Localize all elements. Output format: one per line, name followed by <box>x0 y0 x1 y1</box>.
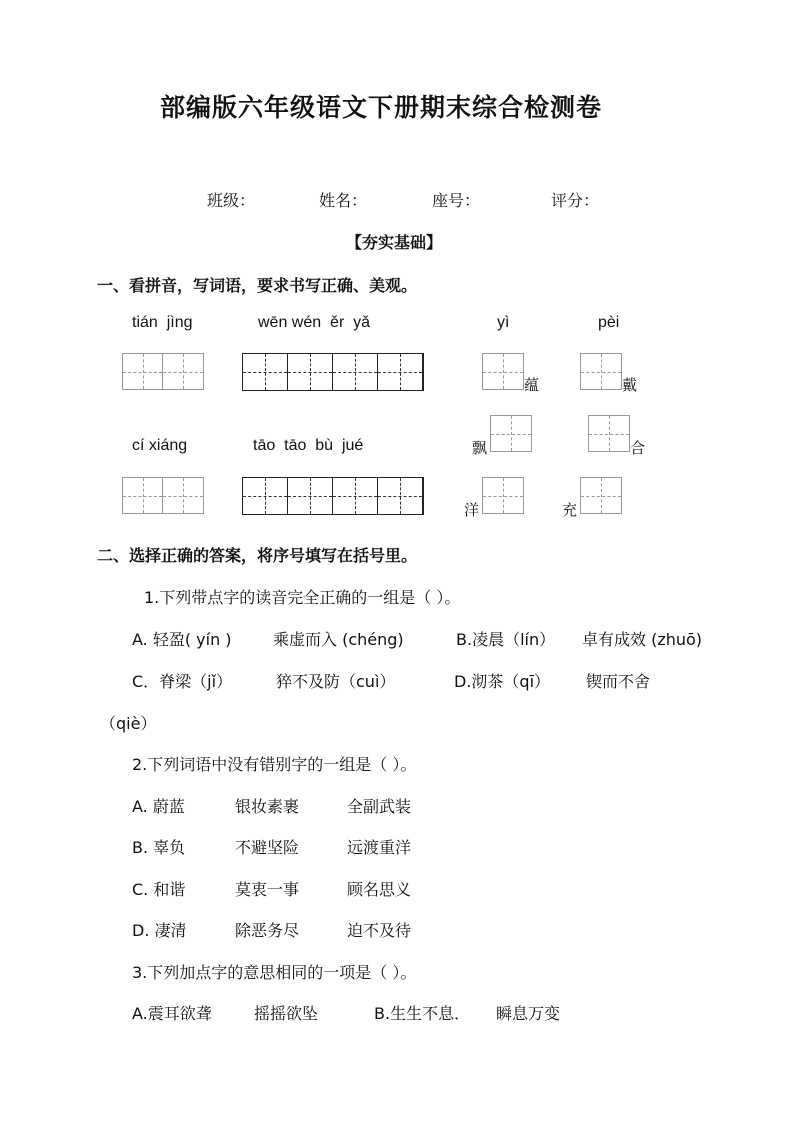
grid-cell[interactable] <box>288 354 333 390</box>
grid-cell[interactable] <box>581 354 621 389</box>
writing-grid-1[interactable] <box>482 353 524 390</box>
q1-option-c-word2: 猝不及防（cuì） <box>276 672 396 691</box>
hint-char-yun: 蕴 <box>524 376 540 394</box>
hint-char-yang: 洋 <box>464 501 480 519</box>
q1-option-b-word2: 卓有成效 (zhuō) <box>582 630 703 649</box>
writing-grid-2[interactable] <box>122 353 204 390</box>
writing-grid-1[interactable] <box>490 415 532 452</box>
page-title: 部编版六年级语文下册期末综合检测卷 <box>160 93 603 122</box>
writing-grid-2[interactable] <box>122 477 204 514</box>
pinyin-pei: pèi <box>598 314 620 331</box>
q1-option-d: D.沏茶（qī） <box>454 672 551 691</box>
grid-cell[interactable] <box>491 416 531 451</box>
grid-cell[interactable] <box>163 354 203 389</box>
q2-option-c: C. 和谐 <box>132 880 186 899</box>
q3-option-b: B.生生不息． <box>374 1004 471 1023</box>
q2-option-b: B. 辜负 <box>132 838 186 857</box>
class-field: 班级： <box>207 191 256 210</box>
hint-char-he: 合 <box>630 439 646 457</box>
writing-grid-1[interactable] <box>588 415 630 452</box>
q2-option-a-word2: 银妆素裹 <box>235 797 300 816</box>
q2-option-b-word2: 不避坚险 <box>235 838 300 857</box>
writing-grid-1[interactable] <box>580 477 622 514</box>
grid-cell[interactable] <box>483 354 523 389</box>
q2-option-d: D. 凄清 <box>132 921 187 940</box>
part1-heading: 一、看拼音，写词语，要求书写正确、美观。 <box>97 276 418 295</box>
grid-cell[interactable] <box>483 478 523 513</box>
grid-cell[interactable] <box>378 478 423 514</box>
grid-cell[interactable] <box>333 354 378 390</box>
q1-option-a-word2: 乘虚而入 (chéng) <box>273 630 404 649</box>
grid-cell[interactable] <box>581 478 621 513</box>
grid-cell[interactable] <box>243 354 288 390</box>
name-field: 姓名： <box>319 191 368 210</box>
part2-heading: 二、选择正确的答案，将序号填写在括号里。 <box>97 546 418 565</box>
grid-cell[interactable] <box>163 478 203 513</box>
hint-char-chong: 充 <box>562 501 578 519</box>
seat-field: 座号： <box>432 191 481 210</box>
grid-cell[interactable] <box>243 478 288 514</box>
hint-char-piao: 飘 <box>472 439 488 457</box>
grid-cell[interactable] <box>378 354 423 390</box>
grid-cell[interactable] <box>333 478 378 514</box>
pinyin-cixiang: cí xiáng <box>132 437 188 454</box>
q3-option-a-word2: 摇摇欲坠 <box>254 1004 319 1023</box>
section-header: 【夯实基础】 <box>346 233 443 252</box>
writing-grid-1[interactable] <box>580 353 622 390</box>
hint-char-dai: 戴 <box>622 376 638 394</box>
q1-option-c: C．脊梁（jǐ） <box>132 672 233 691</box>
grid-cell[interactable] <box>123 354 163 389</box>
writing-grid-4[interactable] <box>242 353 424 391</box>
q2-option-d-word2: 除恶务尽 <box>235 921 300 940</box>
pinyin-yi: yì <box>497 314 510 331</box>
q3-option-b-word2: 瞬息万变 <box>496 1004 561 1023</box>
pinyin-wenwenerya: wēn wén ěr yǎ <box>258 314 371 331</box>
q2-option-d-word3: 迫不及待 <box>347 921 412 940</box>
q2-option-c-word3: 顾名思义 <box>347 880 412 899</box>
q2-option-c-word2: 莫衷一事 <box>235 880 300 899</box>
q2-option-a: A. 蔚蓝 <box>132 797 185 816</box>
q1-option-a: A. 轻盈( yín ) <box>132 630 232 649</box>
pinyin-taotaobujue: tāo tāo bù jué <box>253 437 364 454</box>
q1-option-d-pinyin: （qiè） <box>100 714 157 733</box>
q3-option-a: A.震耳欲聋 <box>132 1004 212 1023</box>
q3-stem: 3.下列加点字的意思相同的一项是（ ）。 <box>132 963 417 982</box>
grid-cell[interactable] <box>589 416 629 451</box>
score-field: 评分： <box>551 191 600 210</box>
q2-option-b-word3: 远渡重洋 <box>347 838 412 857</box>
q1-option-b: B.凌晨（lín） <box>456 630 556 649</box>
grid-cell[interactable] <box>123 478 163 513</box>
pinyin-tianjing: tián jìng <box>132 314 193 331</box>
grid-cell[interactable] <box>288 478 333 514</box>
q2-option-a-word3: 全副武装 <box>347 797 412 816</box>
q2-stem: 2.下列词语中没有错别字的一组是（ ）。 <box>132 755 417 774</box>
q1-stem: 1.下列带点字的读音完全正确的一组是（ ）。 <box>144 588 461 607</box>
q1-option-d-word2: 锲而不舍 <box>586 672 651 691</box>
writing-grid-4[interactable] <box>242 477 424 515</box>
writing-grid-1[interactable] <box>482 477 524 514</box>
